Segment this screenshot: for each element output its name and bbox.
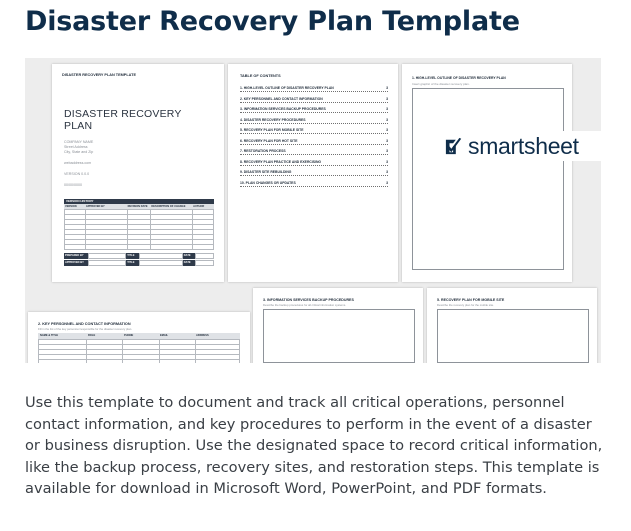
mobile-site-page-thumbnail: [427, 288, 597, 363]
version-history-label: VERSION HISTORY: [66, 199, 94, 203]
outline-heading: 1. HIGH-LEVEL OUTLINE OF DISASTER RECOVERY PLAN: [412, 76, 506, 80]
version-history-table: [64, 209, 214, 250]
toc-heading: TABLE OF CONTENTS: [240, 74, 281, 78]
toc-item-page: 3: [386, 180, 388, 185]
name-title-col: NAME & TITLE: [40, 334, 59, 337]
toc-item-label: 3. INFORMATION SERVICES BACKUP PROCEDURES: [240, 107, 326, 111]
backup-heading: 3. INFORMATION SERVICES BACKUP PROCEDURES: [263, 298, 354, 302]
toc-item: [240, 118, 388, 124]
cover-city: City, State and Zip: [64, 150, 94, 154]
approved-title-label: TITLE: [126, 260, 138, 266]
address-col: ADDRESS: [196, 334, 209, 337]
backup-note: Describe the backup procedures for all critical information systems.: [263, 303, 347, 307]
toc-item-label: 10. PLAN CHANGES OR UPDATES: [240, 180, 296, 185]
prepared-by-label: PREPARED BY: [64, 253, 88, 259]
cover-page-thumbnail: [52, 64, 224, 282]
toc-item-label: 4. DISASTER RECOVERY PROCEDURES: [240, 117, 306, 122]
personnel-heading: 2. KEY PERSONNEL AND CONTACT INFORMATION: [38, 322, 131, 326]
toc-item-label: 7. RESTORATION PROCESS: [240, 149, 286, 153]
approved-by-label: APPROVED BY: [64, 260, 88, 266]
backup-content-box: [263, 309, 415, 363]
description-col: DESCRIPTION OF CHANGE: [151, 205, 186, 208]
toc-item-page: 3: [386, 107, 388, 111]
template-description: Use this template to document and track all critical operations, personnel contact information, and key procedures to perform in the event of a disaster or business disruption. Use the designated space to record critical information, like the backup process, recovery sites, and restoration steps. This template is available for download in Microsoft Word, PowerPoint, and PDF formats.: [25, 394, 603, 497]
toc-item: [240, 181, 388, 187]
author-col: AUTHOR: [193, 205, 205, 208]
personnel-page-thumbnail: [28, 312, 250, 363]
role-col: ROLE: [88, 334, 96, 337]
mobile-note: Describe the recovery plan for the mobile site.: [437, 303, 494, 307]
outline-note: Insert graphic of the disaster recovery plan.: [412, 82, 470, 86]
toc-item: [240, 170, 388, 176]
toc-item-label: 9. DISASTER SITE REBUILDING: [240, 170, 292, 174]
signoff-row-approved: [64, 260, 214, 266]
email-col: EMAIL: [160, 334, 169, 337]
toc-item: [240, 149, 388, 155]
toc-item-page: 3: [386, 117, 388, 122]
toc-item-page: 3: [386, 170, 388, 174]
signoff-row-prepared: [64, 253, 214, 259]
toc-item-label: 2. KEY PERSONNEL AND CONTACT INFORMATION: [240, 96, 323, 101]
toc-item-page: 3: [386, 149, 388, 153]
toc-item-page: 3: [386, 128, 388, 132]
mobile-content-box: [437, 309, 589, 363]
toc-item-label: 5. RECOVERY PLAN FOR MOBILE SITE: [240, 128, 304, 132]
outline-page-thumbnail: [402, 64, 572, 282]
prepared-date-label: DATE: [183, 253, 195, 259]
cover-doc-title-line2: PLAN: [64, 120, 93, 132]
toc-item: [240, 160, 388, 166]
toc-page-thumbnail: [228, 64, 398, 282]
mobile-heading: 5. RECOVERY PLAN FOR MOBILE SITE: [437, 298, 505, 302]
toc-item-label: 6. RECOVERY PLAN FOR HOT SITE: [240, 138, 298, 143]
smartsheet-wordmark: smartsheet: [468, 132, 579, 159]
toc-item: [240, 107, 388, 113]
approved-date-label: DATE: [183, 260, 195, 266]
outline-graphic-box: [412, 88, 564, 270]
smartsheet-logo: [445, 131, 601, 161]
toc-item: [240, 86, 388, 92]
cover-date: 00/00/0000: [64, 183, 82, 187]
template-preview-image[interactable]: [25, 58, 601, 363]
toc-item-page: 3: [386, 86, 388, 90]
toc-item: [240, 139, 388, 145]
revision-date-col: REVISION DATE: [127, 205, 148, 208]
personnel-table: [38, 339, 240, 363]
prepared-title-label: TITLE: [126, 253, 138, 259]
cover-company-name: COMPANY NAME: [64, 140, 94, 144]
backup-page-thumbnail: [253, 288, 423, 363]
version-col: VERSION: [65, 205, 77, 208]
approved-by-col: APPROVED BY: [85, 205, 105, 208]
personnel-note: Fill in the list of the key personnel responsible for the disaster recovery plan.: [38, 327, 133, 331]
toc-item-page: 3: [386, 138, 388, 143]
smartsheet-check-icon: [445, 137, 463, 155]
page-title: Disaster Recovery Plan Template: [25, 6, 520, 37]
toc-item: [240, 128, 388, 134]
cover-street: Street Address: [64, 145, 88, 149]
cover-doc-title-line1: DISASTER RECOVERY: [64, 108, 182, 120]
cover-website: webaddress.com: [64, 161, 92, 165]
toc-item-label: 1. HIGH-LEVEL OUTLINE OF DISASTER RECOVERY PLAN: [240, 86, 334, 90]
cover-header: DISASTER RECOVERY PLAN TEMPLATE: [62, 73, 136, 77]
cover-version: VERSION 0.0.0: [64, 172, 90, 176]
toc-item-page: 3: [386, 159, 388, 164]
toc-item-page: 3: [386, 96, 388, 101]
toc-item: [240, 97, 388, 103]
phone-col: PHONE: [124, 334, 134, 337]
toc-item-label: 8. RECOVERY PLAN PRACTICE AND EXERCISING: [240, 159, 322, 164]
